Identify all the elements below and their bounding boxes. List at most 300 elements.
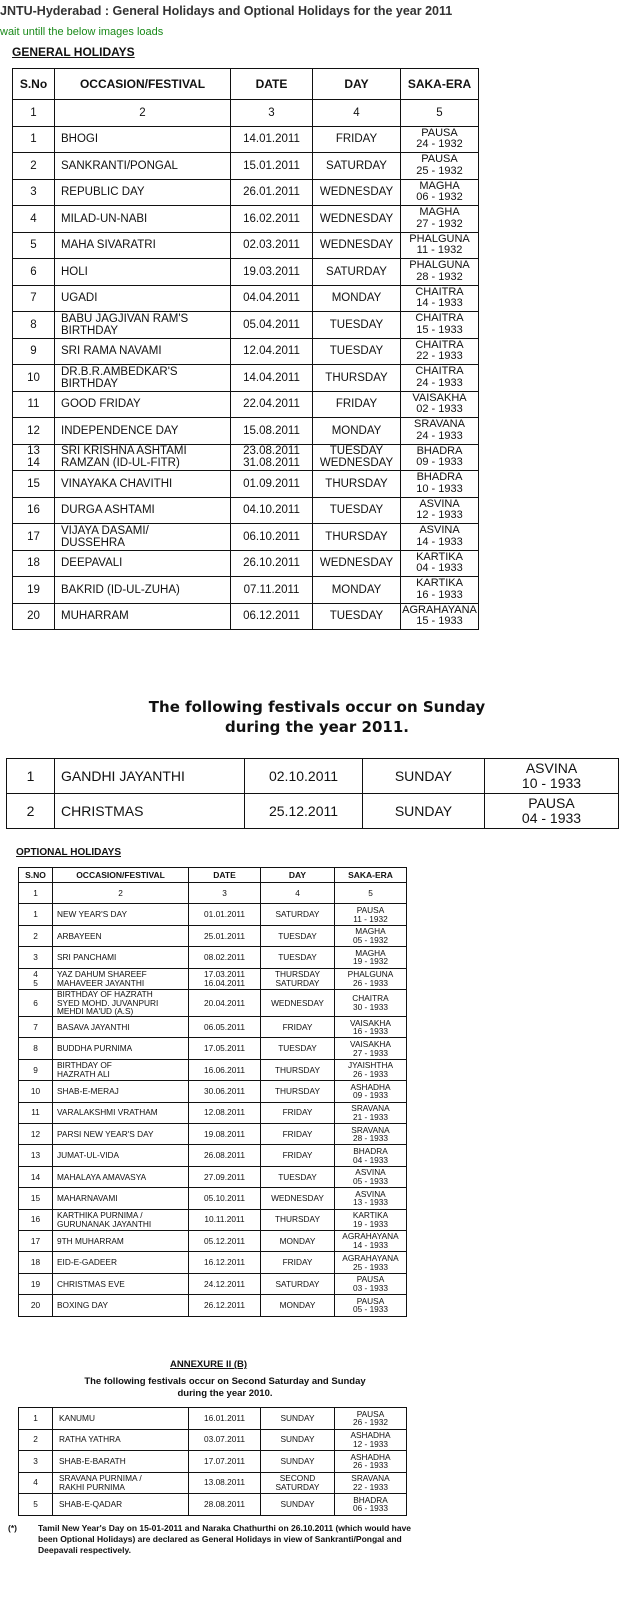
table-row <box>19 1209 407 1230</box>
cell-day <box>313 338 401 365</box>
cell-saka-line: PAUSA <box>356 1274 385 1285</box>
cell-day-line: SATURDAY <box>275 1278 320 1289</box>
table-row <box>19 1230 407 1251</box>
cell-date-line: 20.04.2011 <box>204 997 245 1008</box>
cell-day <box>313 471 401 498</box>
cell-saka-line: MAGHA <box>355 926 386 937</box>
cell-sno <box>19 1145 53 1166</box>
cell-sno-line: 2 <box>33 1434 38 1445</box>
cell-date <box>231 179 313 206</box>
cell-sno <box>13 338 55 365</box>
cell-day-line: TUESDAY <box>278 930 317 941</box>
cell-date-line: 06.05.2011 <box>204 1021 245 1032</box>
cell-date-line: 04.10.2011 <box>243 504 300 517</box>
cell-occ <box>55 179 231 206</box>
table-row <box>19 1252 407 1273</box>
cell-saka-line: BHADRA <box>353 1494 388 1505</box>
cell-saka-line: 25 - 1932 <box>416 164 463 177</box>
cell-occ <box>53 947 189 968</box>
cell-saka <box>335 1081 407 1102</box>
cell-occ <box>55 444 231 471</box>
cell-saka-line: 16 - 1933 <box>416 588 463 601</box>
cell-sno <box>13 603 55 630</box>
cell-date-line: 16.12.2011 <box>204 1257 245 1268</box>
cell-date <box>189 1017 261 1038</box>
cell-date-line: 16.01.2011 <box>204 1412 245 1423</box>
cell-date-line: 07.11.2011 <box>243 583 300 596</box>
cell-saka-line: 24 - 1933 <box>416 376 463 389</box>
cell-saka <box>401 444 479 471</box>
cell-saka-line: 22 - 1933 <box>416 350 463 363</box>
cell-sno <box>19 1124 53 1145</box>
cell-day-line: SUNDAY <box>394 767 453 784</box>
table-row <box>19 1408 407 1430</box>
cell-sno-line: 11 <box>27 398 40 411</box>
cell-occ <box>53 1451 189 1473</box>
cell-sno <box>13 126 55 153</box>
cell-sno <box>19 1209 53 1230</box>
cell-saka-line: 19 - 1932 <box>352 956 389 967</box>
cell-saka <box>335 1059 407 1080</box>
cell-day-line: SUNDAY <box>280 1498 315 1509</box>
column-header: OCCASION/FESTIVAL <box>55 69 231 100</box>
cell-saka-line: 14 - 1933 <box>416 535 463 548</box>
cell-saka-line: SRAVANA <box>351 1103 390 1114</box>
cell-saka <box>335 1273 407 1294</box>
cell-occ-line: 9TH MUHARRAM <box>57 1235 124 1246</box>
cell-sno-line: 1 <box>30 133 37 146</box>
cell-saka-line: CHAITRA <box>415 285 464 298</box>
cell-occ-line: SRAVANA PURNIMA / <box>59 1473 142 1484</box>
cell-saka-line: PHALGUNA <box>409 232 470 245</box>
cell-saka-line: AGRAHAYANA <box>402 603 477 616</box>
table-row <box>13 550 479 577</box>
table-row <box>19 947 407 968</box>
cell-occ <box>55 232 231 259</box>
cell-date <box>231 232 313 259</box>
cell-saka-line: ASVINA <box>419 524 460 537</box>
cell-sno-line: 9 <box>30 345 37 358</box>
cell-occ <box>53 1145 189 1166</box>
cell-occ-line: MAHAVEER JAYANTHI <box>57 977 145 988</box>
cell-sno <box>19 1273 53 1294</box>
cell-saka <box>335 1230 407 1251</box>
column-index: 4 <box>261 883 335 904</box>
cell-date-line: 22.04.2011 <box>243 398 300 411</box>
cell-day <box>313 259 401 286</box>
cell-sno <box>13 153 55 180</box>
cell-date <box>189 1166 261 1187</box>
column-header: S.NO <box>19 868 53 883</box>
cell-occ-line: BAKRID (ID-UL-ZUHA) <box>61 583 180 596</box>
column-index: 2 <box>53 883 189 904</box>
cell-day-line: THURSDAY <box>325 371 388 384</box>
sunday-heading <box>0 697 634 737</box>
cell-day <box>261 989 335 1016</box>
cell-occ-line: BIRTHDAY <box>61 324 119 337</box>
cell-day-line: TUESDAY <box>329 504 384 517</box>
cell-day-line: SUNDAY <box>280 1412 315 1423</box>
cell-sno-line: 10 <box>30 1086 41 1097</box>
cell-saka <box>485 759 619 794</box>
cell-day-line: THURSDAY <box>325 530 388 543</box>
cell-occ-line: BIRTHDAY <box>61 377 119 390</box>
cell-day-line: FRIDAY <box>335 133 378 146</box>
table-row <box>19 1451 407 1473</box>
cell-sno-line: 3 <box>30 186 37 199</box>
cell-day-line: FRIDAY <box>282 1107 313 1118</box>
optional-holidays-title: OPTIONAL HOLIDAYS <box>16 847 122 858</box>
cell-saka-line: 02 - 1933 <box>416 403 463 416</box>
cell-saka-line: VAISAKHA <box>350 1038 391 1049</box>
cell-date <box>231 577 313 604</box>
optional-header <box>19 868 407 904</box>
cell-sno-line: 18 <box>30 1257 41 1268</box>
cell-occ-line: GOOD FRIDAY <box>61 398 141 411</box>
cell-day-line: FRIDAY <box>335 398 378 411</box>
cell-day <box>261 1494 335 1516</box>
cell-saka-line: SRAVANA <box>414 418 465 431</box>
cell-date <box>231 471 313 498</box>
cell-date-line: 12.04.2011 <box>243 345 300 358</box>
annexure-title: ANNEXURE II (B) <box>170 1359 248 1370</box>
cell-date-line: 02.03.2011 <box>243 239 300 252</box>
cell-date <box>189 968 261 989</box>
cell-saka-line: 06 - 1933 <box>352 1503 389 1514</box>
cell-day-line: SUNDAY <box>280 1434 315 1445</box>
cell-saka-line: PHALGUNA <box>409 259 470 272</box>
cell-saka-line: 26 - 1933 <box>352 1069 389 1080</box>
cell-sno <box>13 206 55 233</box>
cell-date <box>189 1038 261 1059</box>
cell-occ <box>53 1429 189 1451</box>
cell-occ-line: MEHDI MA'UD (A.S) <box>57 1006 134 1017</box>
cell-saka-line: 28 - 1932 <box>416 270 463 283</box>
cell-date <box>189 1188 261 1209</box>
cell-sno-line: 4 <box>30 212 37 225</box>
annexure-table <box>18 1407 407 1516</box>
cell-date <box>231 206 313 233</box>
cell-saka-line: AGRAHAYANA <box>342 1252 399 1263</box>
cell-date-line: 06.10.2011 <box>243 530 300 543</box>
cell-date-line: 13.08.2011 <box>204 1477 245 1488</box>
cell-day-line: THURSDAY <box>325 477 388 490</box>
cell-day-line: SUNDAY <box>280 1455 315 1466</box>
cell-saka <box>401 206 479 233</box>
cell-day-line: SATURDAY <box>326 265 387 278</box>
cell-occ-line: BIRTHDAY OF <box>57 1060 112 1071</box>
cell-day <box>261 1472 335 1494</box>
sunday-heading-line2: during the year 2011. <box>225 718 409 736</box>
cell-saka-line: 19 - 1933 <box>352 1218 389 1229</box>
cell-date <box>189 1081 261 1102</box>
cell-occ-line: BOXING DAY <box>57 1299 109 1310</box>
cell-sno-line: 8 <box>33 1043 38 1054</box>
cell-saka <box>335 1494 407 1516</box>
table-row <box>19 968 407 989</box>
column-index: 3 <box>231 100 313 127</box>
cell-saka-line: 06 - 1932 <box>416 191 463 204</box>
cell-date <box>189 1252 261 1273</box>
cell-occ-line: MAHALAYA AMAVASYA <box>57 1171 147 1182</box>
cell-saka-line: MAGHA <box>355 947 386 958</box>
cell-saka-line: PAUSA <box>528 795 575 812</box>
cell-saka-line: AGRAHAYANA <box>342 1231 399 1242</box>
cell-saka-line: 26 - 1933 <box>352 977 389 988</box>
cell-day <box>261 1038 335 1059</box>
cell-day <box>313 232 401 259</box>
cell-date-line: 15.01.2011 <box>243 159 300 172</box>
cell-occ-line: UGADI <box>61 292 98 305</box>
cell-day-line: MONDAY <box>331 424 382 437</box>
cell-date-line: 15.08.2011 <box>243 424 300 437</box>
cell-date <box>231 603 313 630</box>
column-header: DAY <box>261 868 335 883</box>
cell-date-line: 01.01.2011 <box>204 909 245 920</box>
cell-occ-line: RAMZAN (ID-UL-FITR) <box>61 457 180 470</box>
cell-day <box>313 153 401 180</box>
cell-date <box>189 1451 261 1473</box>
cell-saka-line: JYAISHTHA <box>347 1060 394 1071</box>
cell-occ-line: DUSSEHRA <box>61 536 125 549</box>
cell-date <box>231 418 313 445</box>
general-holidays-table <box>12 68 479 630</box>
cell-sno <box>13 179 55 206</box>
table-row <box>19 1102 407 1123</box>
cell-date <box>189 1295 261 1316</box>
cell-day <box>261 1166 335 1187</box>
cell-day <box>313 179 401 206</box>
cell-sno-line: 20 <box>27 610 40 623</box>
cell-day-line: TUESDAY <box>329 610 384 623</box>
cell-day <box>261 1188 335 1209</box>
cell-occ-line: JUMAT-UL-VIDA <box>57 1150 120 1161</box>
table-row <box>7 794 619 829</box>
table-row <box>13 126 479 153</box>
cell-sno-line: 10 <box>27 371 40 384</box>
cell-occ-line: YAZ DAHUM SHAREEF <box>57 969 147 980</box>
cell-date <box>231 524 313 551</box>
cell-day-line: FRIDAY <box>282 1128 313 1139</box>
cell-sno <box>19 1038 53 1059</box>
cell-day <box>261 1145 335 1166</box>
cell-day <box>313 391 401 418</box>
cell-date <box>231 365 313 392</box>
cell-day <box>261 1081 335 1102</box>
cell-saka-line: BHADRA <box>416 444 463 457</box>
cell-saka-line: CHAITRA <box>415 338 464 351</box>
cell-day <box>363 759 485 794</box>
cell-date-line: 14.04.2011 <box>243 371 300 384</box>
cell-date-line: 05.12.2011 <box>204 1235 245 1246</box>
cell-saka-line: 10 - 1933 <box>521 775 582 791</box>
cell-day <box>261 1059 335 1080</box>
cell-occ <box>55 259 231 286</box>
cell-saka-line: ASHADHA <box>350 1451 391 1462</box>
cell-occ-line: SANKRANTI/PONGAL <box>61 159 178 172</box>
cell-saka-line: PAUSA <box>356 1408 385 1419</box>
column-header: S.No <box>13 69 55 100</box>
cell-date <box>189 989 261 1016</box>
cell-occ <box>55 126 231 153</box>
cell-occ-line: CHRISTMAS <box>61 802 144 819</box>
annexure-heading-line2: during the year 2010. <box>177 1388 273 1399</box>
cell-day-line: TUESDAY <box>329 445 384 458</box>
cell-saka-line: 30 - 1933 <box>352 1002 389 1012</box>
cell-day-line: THURSDAY <box>274 1214 321 1225</box>
column-index: 5 <box>401 100 479 127</box>
cell-saka-line: SRAVANA <box>351 1124 390 1135</box>
cell-occ <box>55 391 231 418</box>
cell-occ-line: PARSI NEW YEAR'S DAY <box>57 1128 154 1139</box>
header-row <box>19 868 407 883</box>
cell-sno-line: 14 <box>27 457 40 470</box>
cell-saka-line: 24 - 1933 <box>416 429 463 442</box>
cell-sno <box>19 925 53 946</box>
table-row <box>13 418 479 445</box>
cell-date-line: 28.08.2011 <box>204 1498 245 1509</box>
cell-occ-line: KANUMU <box>59 1412 95 1423</box>
cell-occ <box>55 794 245 829</box>
cell-sno <box>19 1081 53 1102</box>
cell-date-line: 04.04.2011 <box>243 292 300 305</box>
cell-sno <box>19 1408 53 1430</box>
cell-sno-line: 16 <box>30 1214 41 1225</box>
cell-day-line: FRIDAY <box>282 1257 313 1268</box>
cell-date <box>189 1472 261 1494</box>
cell-saka-line: CHAITRA <box>415 365 464 378</box>
cell-occ <box>53 1209 189 1230</box>
cell-occ <box>55 603 231 630</box>
table-row <box>19 1081 407 1102</box>
cell-sno-line: 12 <box>30 1128 41 1139</box>
cell-occ <box>55 206 231 233</box>
cell-day-line: TUESDAY <box>278 952 317 963</box>
cell-occ <box>53 904 189 925</box>
cell-sno <box>13 497 55 524</box>
cell-sno-line: 15 <box>30 1193 41 1204</box>
cell-date-line: 14.01.2011 <box>243 133 300 146</box>
cell-sno-line: 20 <box>30 1299 41 1310</box>
table-row <box>13 444 479 471</box>
cell-date-line: 16.04.2011 <box>204 977 245 988</box>
cell-occ <box>55 365 231 392</box>
cell-date-line: 26.12.2011 <box>204 1299 245 1310</box>
cell-sno-line: 5 <box>30 239 37 252</box>
cell-saka-line: ASVINA <box>355 1188 386 1199</box>
column-header: SAKA-ERA <box>401 69 479 100</box>
cell-day-line: SATURDAY <box>326 159 387 172</box>
cell-date-line: 25.12.2011 <box>268 802 339 819</box>
cell-date-line: 17.05.2011 <box>204 1043 245 1054</box>
cell-occ-line: MILAD-UN-NABI <box>61 212 148 225</box>
cell-saka <box>335 1252 407 1273</box>
cell-date-line: 16.02.2011 <box>243 212 300 225</box>
cell-sno <box>13 232 55 259</box>
cell-date <box>231 391 313 418</box>
cell-sno <box>13 524 55 551</box>
cell-date-line: 16.06.2011 <box>204 1064 245 1075</box>
sunday-heading-line1: The following festivals occur on Sunday <box>148 698 486 716</box>
cell-sno-line: 13 <box>30 1150 41 1161</box>
cell-day-line: WEDNESDAY <box>319 212 394 225</box>
cell-saka-line: 05 - 1933 <box>352 1304 389 1315</box>
table-row <box>19 1295 407 1316</box>
cell-sno-line: 17 <box>30 1235 41 1246</box>
cell-sno-line: 9 <box>33 1064 38 1075</box>
cell-day-line: SATURDAY <box>275 1481 320 1492</box>
cell-sno-line: 16 <box>27 504 40 517</box>
cell-day <box>313 603 401 630</box>
cell-occ <box>55 471 231 498</box>
cell-occ-line: EID-E-GADEER <box>57 1257 117 1268</box>
cell-sno-line: 7 <box>30 292 37 305</box>
cell-saka <box>401 577 479 604</box>
table-row <box>13 577 479 604</box>
cell-date-line: 05.10.2011 <box>204 1193 245 1204</box>
cell-day <box>313 206 401 233</box>
cell-saka <box>401 259 479 286</box>
table-row <box>19 989 407 1016</box>
cell-day <box>261 925 335 946</box>
cell-saka <box>335 1017 407 1038</box>
cell-occ-line: BUDDHA PURNIMA <box>57 1043 133 1054</box>
cell-occ <box>53 1408 189 1430</box>
cell-saka-line: 27 - 1933 <box>352 1047 389 1058</box>
cell-day <box>261 1252 335 1273</box>
cell-sno-line: 3 <box>33 952 38 963</box>
cell-occ-line: VINAYAKA CHAVITHI <box>61 477 173 490</box>
cell-sno <box>19 1429 53 1451</box>
cell-date <box>189 1059 261 1080</box>
cell-sno-line: 5 <box>33 1498 38 1509</box>
cell-saka-line: CHAITRA <box>352 993 389 1004</box>
cell-day <box>261 1273 335 1294</box>
cell-day <box>313 312 401 339</box>
cell-occ-line: SHAB-E-BARATH <box>59 1455 126 1466</box>
cell-saka <box>401 471 479 498</box>
cell-day <box>313 126 401 153</box>
cell-occ <box>55 524 231 551</box>
cell-date <box>189 925 261 946</box>
general-holidays-title: GENERAL HOLIDAYS <box>12 45 135 59</box>
cell-occ-line: BIRTHDAY OF HAZRATH <box>57 989 153 999</box>
cell-day <box>261 1451 335 1473</box>
cell-date-line: 23.08.2011 <box>243 445 300 458</box>
cell-date <box>189 904 261 925</box>
cell-sno <box>19 1230 53 1251</box>
footnote-text: Tamil New Year's Day on 15-01-2011 and Naraka Chathurthi on 26.10.2011 (which would have been Optional Holidays) are declared as General Holidays in view of Sankranti/Pongal and Deepavali respectively. <box>38 1523 412 1555</box>
cell-occ-line: BHOGI <box>61 133 99 146</box>
cell-day <box>313 550 401 577</box>
general-header <box>13 69 479 127</box>
table-row <box>19 1124 407 1145</box>
cell-sno <box>13 312 55 339</box>
cell-occ-line: SRI PANCHAMI <box>57 952 117 963</box>
cell-saka-line: PAUSA <box>421 126 458 139</box>
cell-saka <box>335 1145 407 1166</box>
sunday-body <box>7 759 619 829</box>
cell-saka-line: 15 - 1933 <box>416 323 463 336</box>
cell-date-line: 26.01.2011 <box>243 186 300 199</box>
column-index: 1 <box>13 100 55 127</box>
cell-saka-line: KARTIKA <box>416 550 463 563</box>
table-row <box>19 1038 407 1059</box>
cell-saka-line: VAISAKHA <box>350 1017 391 1028</box>
cell-occ <box>53 1081 189 1102</box>
cell-day-line: WEDNESDAY <box>271 997 324 1008</box>
cell-date <box>189 1273 261 1294</box>
